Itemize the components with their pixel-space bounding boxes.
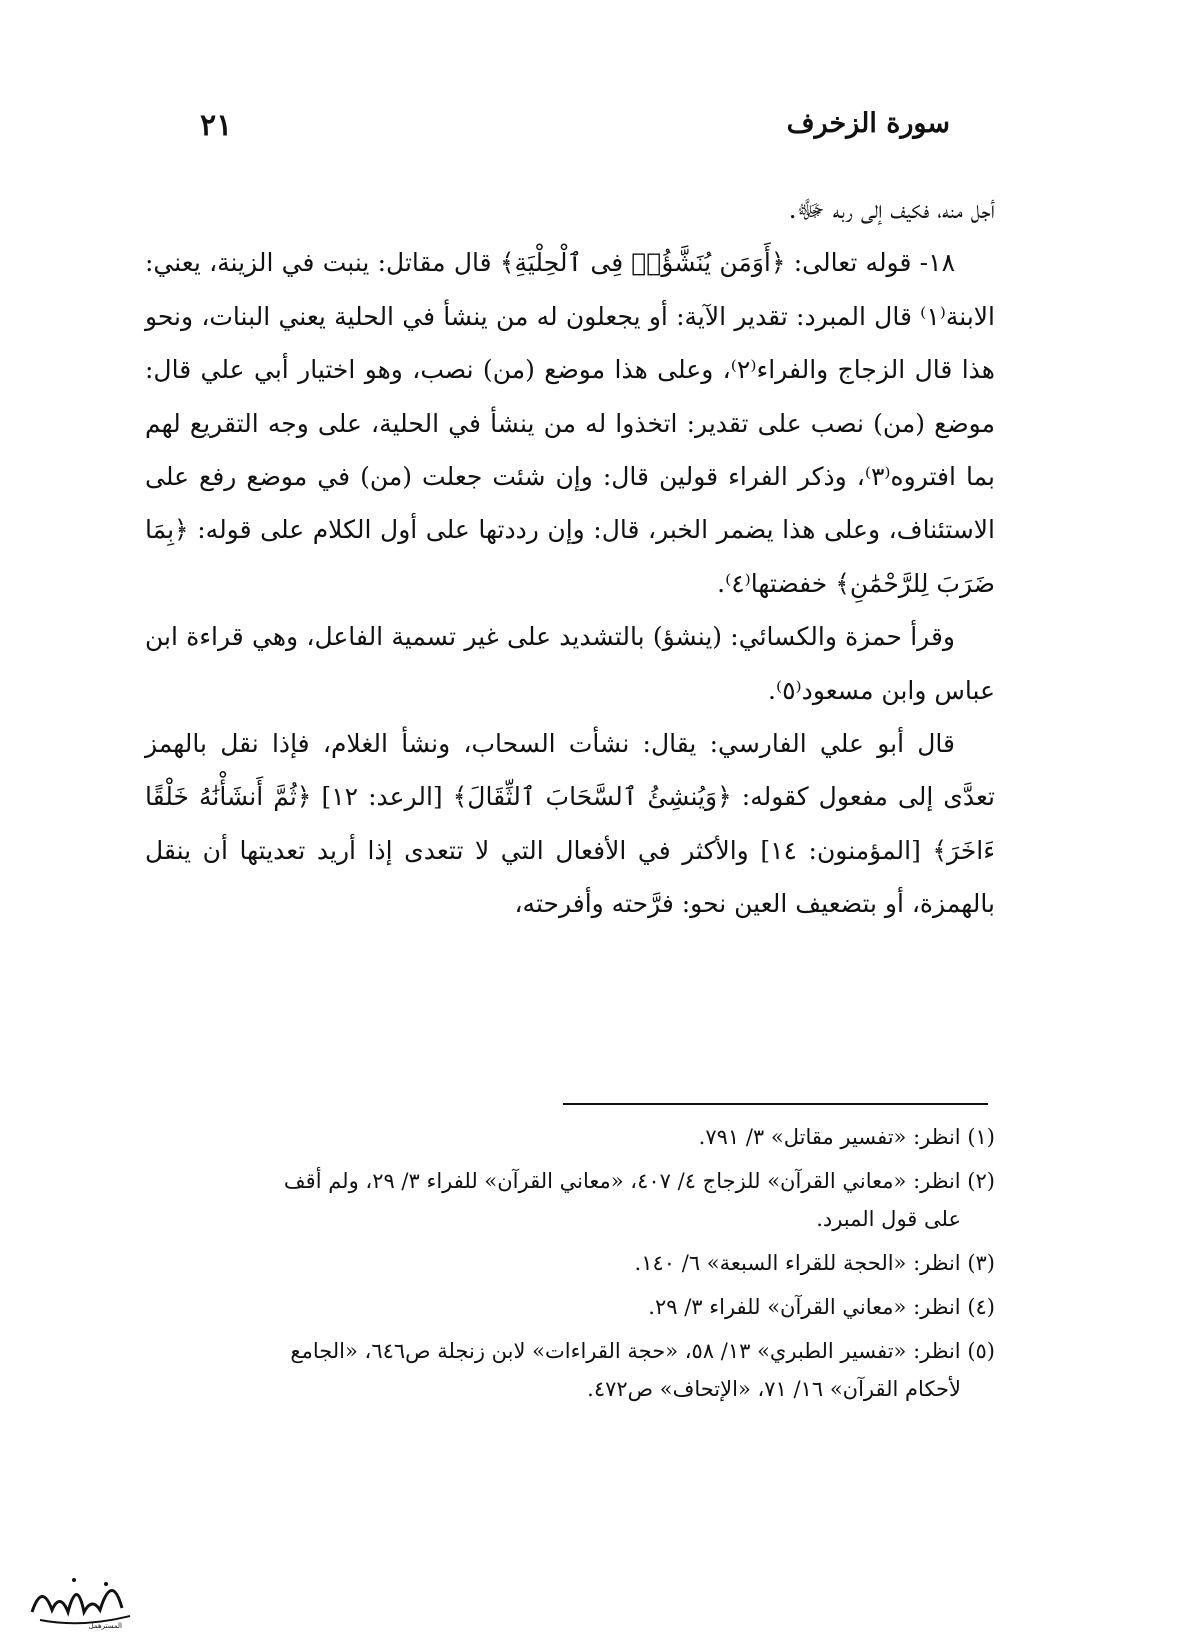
- paragraph-continuation: أجل منه، فكيف إلى ربه ﷻ.: [788, 195, 995, 224]
- paragraph-verse-18: ١٨- قوله تعالى: ﴿أَوَمَن يُنَشَّؤُا۟ فِى ٱلْحِلْيَةِ﴾ قال مقاتل: ينبت في الزينة، يعني: الابنة⁽١⁾ قال المبرد: تقدير الآية: أو يجعلون له من ينشأ في الحلية يعني البنات، ونحو هذا قال الزجاج والفراء⁽٢⁾، وعلى هذا موضع (من) نصب، وهو اختيار أبي علي قال: موضع (من) نصب على تقدير: اتخذوا له من ينشأ في الحلية، على وجه التقريع لهم بما افتروه⁽٣⁾، وذكر الفراء قولين قال: وإن شئت جعلت (من) في موضع رفع على الاستئناف، وعلى هذا يضمر الخبر، قال: وإن رددتها على أول الكلام على قوله: ﴿بِمَا ضَرَبَ لِلرَّحْمَٰنِ﴾ خفضتها⁽٤⁾.: [145, 248, 996, 598]
- footnote-1: (١) انظر: «تفسير مقاتل» ٣/ ٧٩١.: [698, 1125, 995, 1149]
- footnote-3: (٣) انظر: «الحجة للقراء السبعة» ٦/ ١٤٠.: [634, 1251, 995, 1275]
- footnote-5-line2: لأحكام القرآن» ١٦/ ٧١، «الإتحاف» ص٤٧٢.: [587, 1377, 961, 1401]
- footnote-5-line1: (٥) انظر: «تفسير الطبري» ١٣/ ٥٨، «حجة القراءات» لابن زنجلة ص٦٤٦، «الجامع: [290, 1339, 995, 1363]
- footnote-2-line1: (٢) انظر: «معاني القرآن» للزجاج ٤/ ٤٠٧، «معاني القرآن» للفراء ٣/ ٢٩، ولم أقف: [283, 1169, 995, 1193]
- calligraphy-logo-icon: [22, 1562, 142, 1632]
- main-text: [145, 183, 995, 931]
- page-header: [200, 108, 950, 158]
- logo-text: المسترهمل: [88, 1622, 122, 1630]
- footnote-2: [145, 1162, 995, 1238]
- footnote-4: (٤) انظر: «معاني القرآن» للفراء ٣/ ٢٩.: [648, 1295, 995, 1319]
- footnote-5: [145, 1332, 995, 1408]
- paragraph-farisi: قال أبو علي الفارسي: يقال: نشأت السحاب، ونشأ الغلام، فإذا نقل بالهمز تعدَّى إلى مفعول كقوله: ﴿وَيُنشِئُ ٱلسَّحَابَ ٱلثِّقَالَ﴾ [الرعد: ١٢] ﴿ثُمَّ أَنشَأْنَٰهُ خَلْقًا ءَاخَرَ﴾ [المؤمنون: ١٤] والأكثر في الأفعال التي لا تتعدى إذا أريد تعديتها أن ينقل بالهمزة، أو بتضعيف العين نحو: فرَّحته وأفرحته،: [145, 729, 996, 919]
- paragraph-readings: وقرأ حمزة والكسائي: (ينشؤ) بالتشديد على غير تسمية الفاعل، وهي قراءة ابن عباس وابن مسعود⁽٥⁾.: [145, 622, 995, 705]
- running-title: سورة الزخرف: [786, 108, 950, 139]
- footnote-divider: [563, 1103, 988, 1105]
- page-number: ٢١: [200, 108, 233, 143]
- footnote-2-line2: على قول المبرد.: [816, 1207, 961, 1231]
- footnotes: [145, 1118, 995, 1414]
